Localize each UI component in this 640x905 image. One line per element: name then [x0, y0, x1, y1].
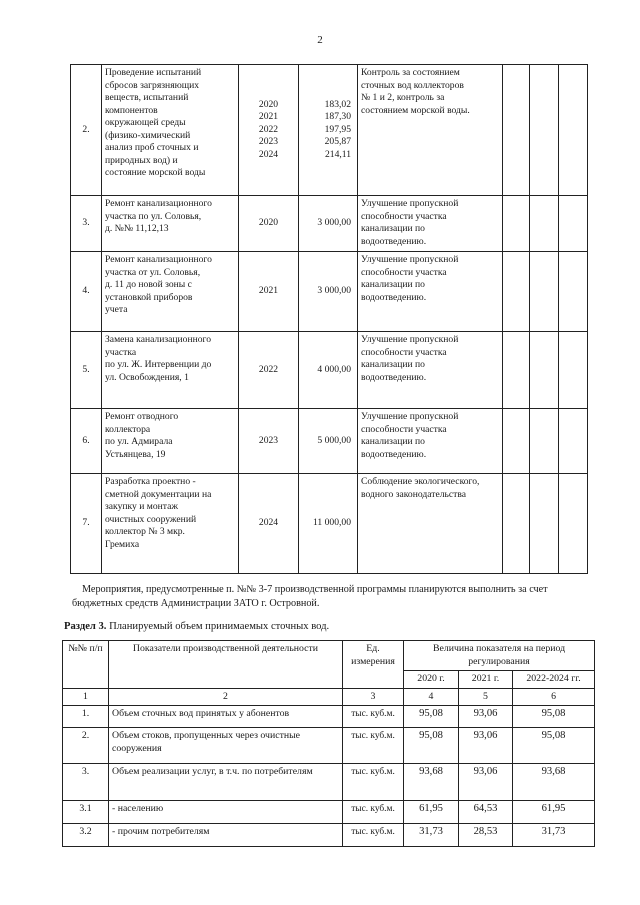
- empty-cell: [559, 474, 588, 574]
- row-value: 95,08: [513, 706, 595, 728]
- work-years: [239, 474, 299, 574]
- work-result-line: водоотведению.: [361, 371, 427, 383]
- section-label: Раздел 3.: [64, 621, 107, 632]
- work-amounts: [299, 474, 358, 574]
- work-name-line: веществ, испытаний: [105, 92, 189, 103]
- row-value: 93,06: [459, 728, 513, 764]
- row-unit: тыс. куб.м.: [343, 801, 404, 824]
- work-years: [239, 409, 299, 474]
- work-name: [102, 65, 239, 196]
- work-amounts: [299, 196, 358, 252]
- index-cell: 3: [343, 688, 404, 706]
- work-result-line: Контроль за состоянием: [361, 67, 460, 78]
- empty-cell: [559, 65, 588, 196]
- row-unit: тыс. куб.м.: [343, 706, 404, 728]
- row-value: 93,68: [513, 764, 595, 801]
- work-name-line: окружающей среды: [105, 117, 186, 128]
- page-number: 2: [317, 34, 323, 46]
- work-number: 2.: [71, 65, 102, 196]
- work-result-line: Улучшение пропускной: [361, 411, 459, 422]
- row-value: 95,08: [404, 706, 459, 728]
- work-name-line: компонентов: [105, 104, 158, 116]
- work-name: [102, 252, 239, 332]
- index-cell: 4: [404, 688, 459, 706]
- row-name: Объем сточных вод принятых у абонентов: [109, 706, 343, 728]
- row-number: 3.: [63, 764, 109, 801]
- row-value: 93,06: [459, 706, 513, 728]
- work-name-line: сметной документации на: [105, 488, 212, 500]
- index-cell: 1: [63, 688, 109, 706]
- empty-cell: [530, 409, 559, 474]
- empty-cell: [559, 409, 588, 474]
- work-name-line: Ремонт канализационного: [105, 198, 212, 209]
- empty-cell: [503, 196, 530, 252]
- work-row: [71, 474, 588, 574]
- work-number: 6.: [71, 409, 102, 474]
- empty-cell: [559, 332, 588, 409]
- work-amount: 3 000,00: [317, 285, 351, 297]
- work-result-line: способности участка: [361, 266, 447, 278]
- work-result-line: водоотведению.: [361, 448, 427, 460]
- work-name-line: очистных сооружений: [105, 513, 197, 525]
- empty-cell: [530, 474, 559, 574]
- work-amount: 205,87: [324, 136, 351, 148]
- work-year: 2021: [258, 285, 279, 297]
- header-indicator: Показатели производственной деятельности: [109, 641, 343, 689]
- work-result-line: водного законодательства: [361, 488, 466, 500]
- work-years: [239, 332, 299, 409]
- volume-row: [63, 801, 595, 824]
- work-name: [102, 474, 239, 574]
- work-year: 2020: [258, 98, 279, 110]
- section-heading: Планируемый объем принимаемых сточных вод.: [109, 621, 330, 632]
- work-result-line: способности участка: [361, 210, 447, 222]
- work-amounts: [299, 65, 358, 196]
- work-name-line: анализ проб сточных и: [105, 142, 199, 153]
- work-number: 4.: [71, 252, 102, 332]
- work-result-line: Улучшение пропускной: [361, 334, 459, 345]
- work-years: [239, 196, 299, 252]
- work-name-line: состояние морской воды: [105, 167, 206, 178]
- work-result-line: водоотведению.: [361, 235, 427, 247]
- work-name-line: установкой приборов: [105, 291, 193, 303]
- work-result-line: Соблюдение экологического,: [361, 476, 480, 487]
- work-year: 2022: [258, 123, 279, 135]
- work-year: 2023: [258, 136, 279, 148]
- empty-cell: [559, 252, 588, 332]
- row-number: 1.: [63, 706, 109, 728]
- row-unit: тыс. куб.м.: [343, 824, 404, 847]
- index-cell: 6: [513, 688, 595, 706]
- volume-table: [62, 640, 595, 847]
- row-value: 93,06: [459, 764, 513, 801]
- row-name: Объем стоков, пропущенных через очистные сооружения: [109, 728, 343, 764]
- empty-cell: [503, 65, 530, 196]
- work-year: 2020: [258, 217, 279, 229]
- work-name-line: участка: [105, 346, 137, 358]
- volume-index-row: [63, 688, 595, 706]
- work-amount: 197,95: [324, 123, 351, 135]
- empty-cell: [503, 332, 530, 409]
- header-year-3: 2022-2024 гг.: [513, 671, 595, 689]
- row-number: 3.2: [63, 824, 109, 847]
- work-row: [71, 65, 588, 196]
- row-name: - прочим потребителям: [109, 824, 343, 847]
- work-name: [102, 409, 239, 474]
- work-name-line: по ул. Адмирала: [105, 436, 173, 447]
- work-result: [358, 409, 503, 474]
- row-name: Объем реализации услуг, в т.ч. по потребителям: [109, 764, 343, 801]
- work-result-line: водоотведению.: [361, 291, 427, 303]
- works-table: [70, 64, 588, 574]
- row-number: 2.: [63, 728, 109, 764]
- volume-row: [63, 824, 595, 847]
- empty-cell: [530, 332, 559, 409]
- work-amount: 3 000,00: [317, 217, 351, 229]
- row-value: 61,95: [513, 801, 595, 824]
- header-year-2: 2021 г.: [459, 671, 513, 689]
- work-name-line: участка от ул. Соловья,: [105, 266, 201, 278]
- work-number: 3.: [71, 196, 102, 252]
- work-name-line: ул. Освобождения, 1: [105, 371, 189, 383]
- funding-note: Мероприятия, предусмотренные п. №№ 3-7 производственной программы планируются выполнить за счет бюджетных средств Администрации ЗАТО г. Островной.: [72, 584, 548, 609]
- work-result-line: способности участка: [361, 346, 447, 358]
- work-result-line: канализации по: [361, 279, 425, 290]
- work-year: 2023: [258, 434, 279, 446]
- work-result: [358, 65, 503, 196]
- row-number: 3.1: [63, 801, 109, 824]
- work-years: [239, 252, 299, 332]
- work-result-line: состоянием морской воды.: [361, 104, 470, 116]
- work-name-line: сбросов загрязняющих: [105, 79, 200, 91]
- work-name-line: по ул. Ж. Интервенции до: [105, 359, 212, 370]
- work-result: [358, 196, 503, 252]
- empty-cell: [503, 474, 530, 574]
- index-cell: 5: [459, 688, 513, 706]
- work-name-line: природных вод) и: [105, 154, 178, 166]
- header-num: №№ п/п: [63, 641, 109, 689]
- work-amounts: [299, 252, 358, 332]
- work-result-line: канализации по: [361, 223, 425, 234]
- work-amount: 11 000,00: [312, 517, 351, 529]
- work-name-line: Проведение испытаний: [105, 67, 202, 78]
- empty-cell: [530, 65, 559, 196]
- row-value: 95,08: [513, 728, 595, 764]
- work-name-line: Гремиха: [105, 538, 140, 550]
- work-name-line: Замена канализационного: [105, 334, 212, 345]
- work-name-line: (физико-химический: [105, 129, 191, 141]
- row-name: - населению: [109, 801, 343, 824]
- work-row: [71, 252, 588, 332]
- work-name-line: д. 11 до новой зоны с: [105, 279, 192, 290]
- work-result-line: канализации по: [361, 359, 425, 370]
- header-year-1: 2020 г.: [404, 671, 459, 689]
- row-value: 93,68: [404, 764, 459, 801]
- work-name-line: д. №№ 11,12,13: [105, 223, 169, 234]
- work-result-line: № 1 и 2, контроль за: [361, 92, 445, 103]
- empty-cell: [530, 196, 559, 252]
- work-result-line: сточных вод коллекторов: [361, 79, 464, 91]
- work-year: 2021: [258, 111, 279, 123]
- work-name-line: учета: [105, 304, 128, 315]
- row-value: 31,73: [404, 824, 459, 847]
- work-year: 2022: [258, 363, 279, 375]
- work-result: [358, 474, 503, 574]
- work-row: [71, 409, 588, 474]
- row-unit: тыс. куб.м.: [343, 764, 404, 801]
- work-amounts: [299, 409, 358, 474]
- work-amount: 214,11: [324, 148, 351, 160]
- header-unit: Ед. измерения: [343, 641, 404, 689]
- work-name-line: Ремонт канализационного: [105, 254, 212, 265]
- work-amount: 5 000,00: [317, 434, 351, 446]
- work-result: [358, 252, 503, 332]
- work-name-line: закупку и монтаж: [105, 501, 178, 512]
- empty-cell: [503, 252, 530, 332]
- work-row: [71, 332, 588, 409]
- work-amount: 183,02: [324, 98, 351, 110]
- work-row: [71, 196, 588, 252]
- work-result-line: канализации по: [361, 436, 425, 447]
- volume-row: [63, 706, 595, 728]
- work-result: [358, 332, 503, 409]
- empty-cell: [530, 252, 559, 332]
- volume-row: [63, 764, 595, 801]
- work-amount: 4 000,00: [317, 363, 351, 375]
- work-name-line: Устьянцева, 19: [105, 448, 166, 460]
- volume-row: [63, 728, 595, 764]
- work-amounts: [299, 332, 358, 409]
- empty-cell: [503, 409, 530, 474]
- work-name-line: Разработка проектно -: [105, 476, 196, 487]
- work-result-line: способности участка: [361, 423, 447, 435]
- work-number: 5.: [71, 332, 102, 409]
- work-name: [102, 196, 239, 252]
- work-year: 2024: [258, 517, 279, 529]
- work-number: 7.: [71, 474, 102, 574]
- work-name: [102, 332, 239, 409]
- row-value: 31,73: [513, 824, 595, 847]
- row-value: 28,53: [459, 824, 513, 847]
- row-value: 95,08: [404, 728, 459, 764]
- work-name-line: коллектора: [105, 423, 151, 435]
- work-years: [239, 65, 299, 196]
- section-title: [64, 621, 329, 632]
- work-name-line: коллектор № 3 мкр.: [105, 526, 185, 537]
- index-cell: 2: [109, 688, 343, 706]
- header-period: Величина показателя на период регулирования: [404, 641, 595, 671]
- work-year: 2024: [258, 148, 279, 160]
- work-result-line: Улучшение пропускной: [361, 254, 459, 265]
- row-value: 64,53: [459, 801, 513, 824]
- row-unit: тыс. куб.м.: [343, 728, 404, 764]
- work-amount: 187,30: [324, 111, 351, 123]
- row-value: 61,95: [404, 801, 459, 824]
- work-name-line: Ремонт отводного: [105, 411, 179, 422]
- work-name-line: участка по ул. Соловья,: [105, 210, 202, 222]
- volume-header-row: [63, 641, 595, 671]
- empty-cell: [559, 196, 588, 252]
- work-result-line: Улучшение пропускной: [361, 198, 459, 209]
